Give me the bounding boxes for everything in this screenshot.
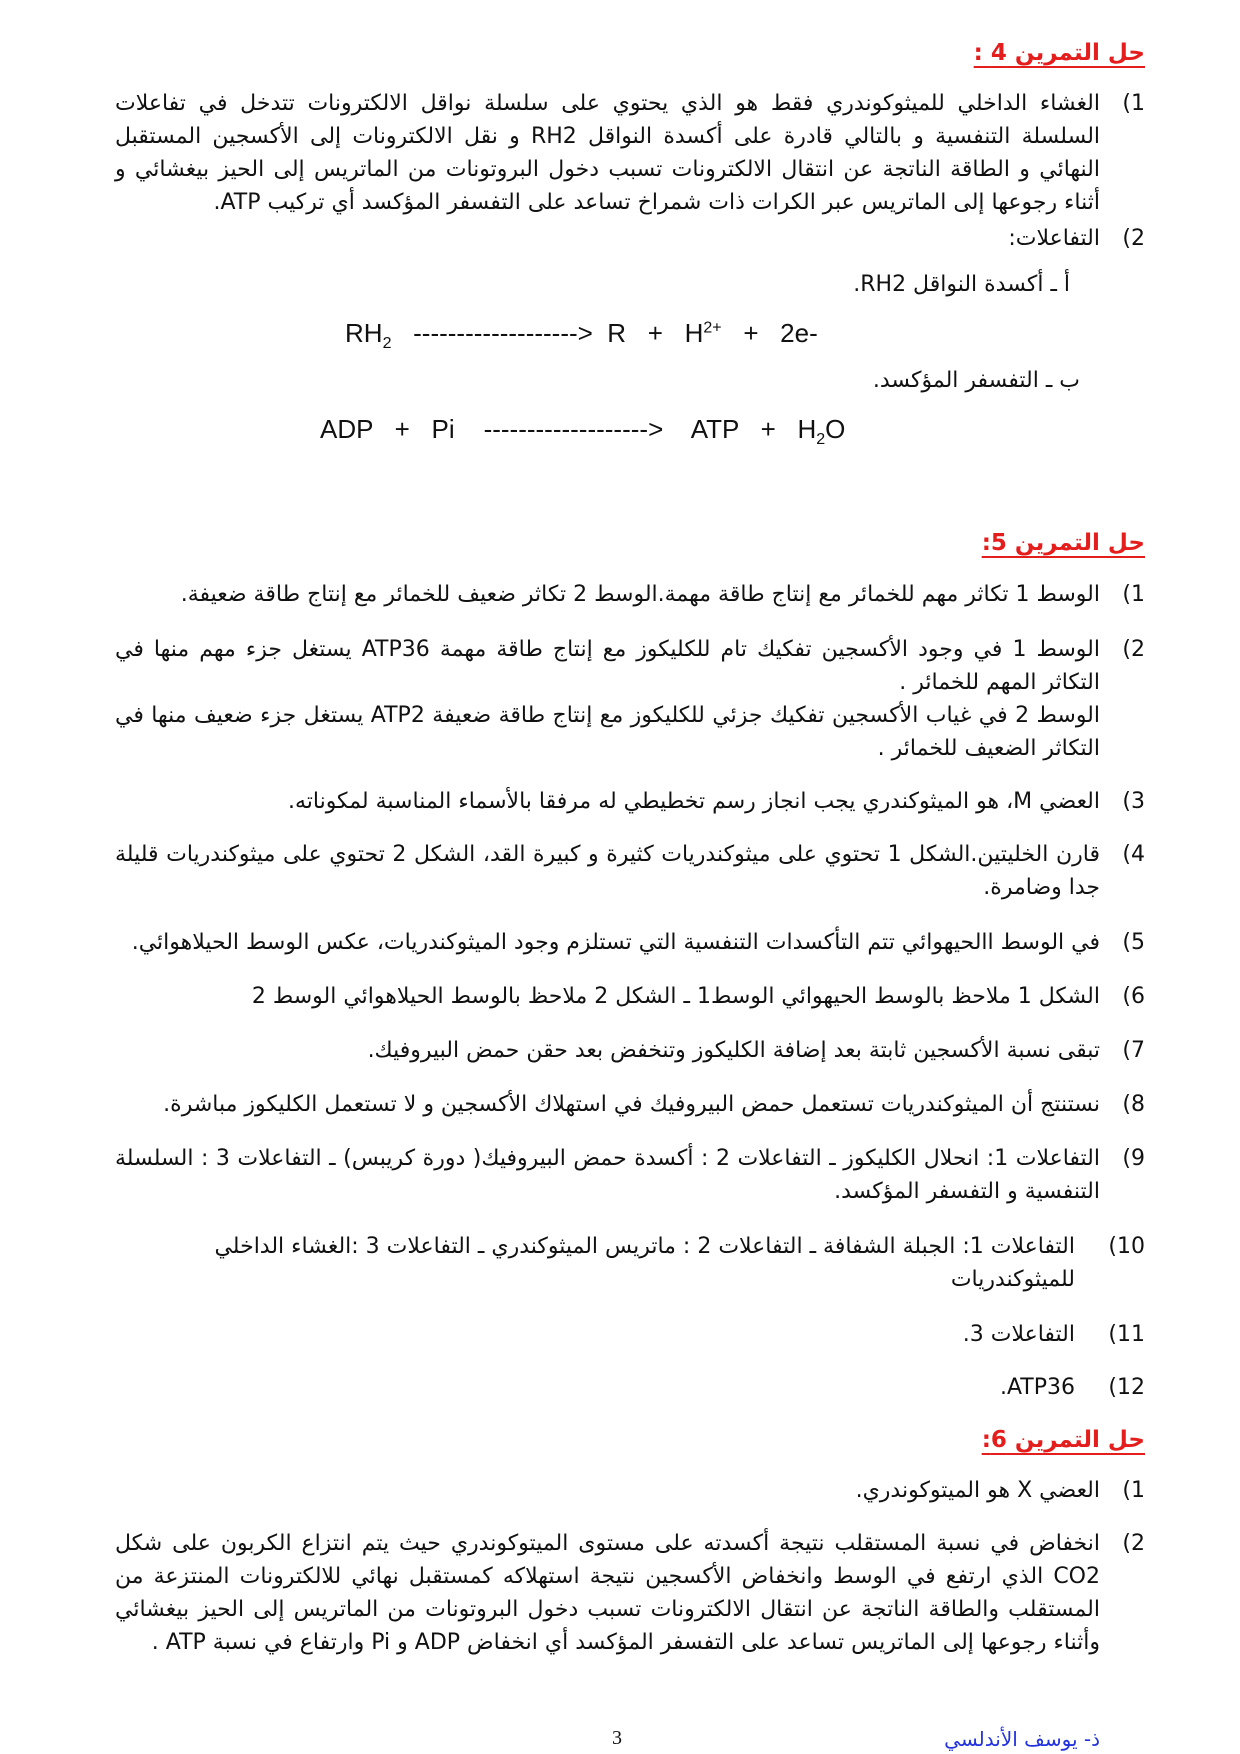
ex6-item-2 bbox=[115, 1527, 1145, 1659]
item-number: 1) bbox=[1122, 1478, 1145, 1503]
eq-term: RH bbox=[345, 318, 383, 348]
item-text: ATP36. bbox=[999, 1375, 1075, 1400]
eq-term: ATP bbox=[690, 414, 739, 444]
ex5-item-1 bbox=[115, 578, 1145, 611]
ex5-item-4 bbox=[115, 838, 1145, 904]
item-text: انخفاض في نسبة المستقلب نتيجة أكسدته على مستوى الميتوكوندري حيث يتم انتزاع الكربون على شكل CO2 الذي ارتفع في الوسط وانخفاض الأكسجين نتيجة استهلاكه كمستقبل نهائي للالكترونات المنتزعة من المستقلب والطاقة الناتجة عن انتقال الالكترونات تسبب دخول البروتونات من الماتريس إلى الحيز بيغشائي وأثناء رجوعها إلى الماتريس تساعد على التفسفر المؤكسد أي انخفاض ADP و Pi وارتفاع في نسبة ATP . bbox=[115, 1531, 1100, 1655]
item-text: العضي X هو الميتوكوندري. bbox=[855, 1478, 1100, 1503]
item-text: الوسط 1 تكاثر مهم للخمائر مع إنتاج طاقة مهمة.الوسط 2 تكاثر ضعيف للخمائر مع إنتاج طاقة ضعيفة. bbox=[180, 582, 1100, 607]
eq-plus: + bbox=[394, 414, 410, 444]
author-signature: ذ- يوسف الأندلسي bbox=[944, 1727, 1100, 1751]
item-number: 2) bbox=[1122, 226, 1145, 251]
eq-subscript: 2 bbox=[816, 431, 826, 449]
ex5-item-7 bbox=[115, 1034, 1145, 1067]
ex5-item-5 bbox=[115, 926, 1145, 959]
item-number: 6) bbox=[1122, 984, 1145, 1009]
ex5-item-2 bbox=[115, 633, 1145, 765]
item-text: الغشاء الداخلي للميثوكوندري فقط هو الذي يحتوي على سلسلة نواقل الالكترونات تتدخل في تفاعلات السلسلة التنفسية و بالتالي قادرة على أكسدة النواقل RH2 و نقل الالكترونات إلى الأكسجين المستقبل النهائي و الطاقة الناتجة عن انتقال الالكترونات تسبب دخول البروتونات من الماتريس إلى الحيز بيغشائي و أثناء رجوعها إلى الماتريس عبر الكرات ذات شمراخ تساعد على التفسفر المؤكسد أي تركيب ATP. bbox=[115, 91, 1101, 215]
item-text: تبقى نسبة الأكسجين ثابتة بعد إضافة الكليكوز وتنخفض بعد حقن حمض البيروفيك. bbox=[367, 1038, 1100, 1063]
ex5-item-6 bbox=[115, 980, 1145, 1013]
item-number: 9) bbox=[1122, 1146, 1145, 1171]
item-number: 7) bbox=[1122, 1038, 1145, 1063]
item-number: 11) bbox=[1108, 1322, 1145, 1347]
item-number: 8) bbox=[1122, 1092, 1145, 1117]
eq-term: 2e- bbox=[780, 318, 818, 348]
item-text: نستنتج أن الميثوكندريات تستعمل حمض البيروفيك في استهلاك الأكسجين و لا تستعمل الكليكوز مباشرة. bbox=[163, 1092, 1100, 1117]
exercise-4-heading: حل التمرين 4 : bbox=[973, 40, 1145, 66]
exercise-6-heading: حل التمرين 6: bbox=[981, 1427, 1145, 1453]
eq-term: H bbox=[797, 414, 817, 444]
item-number: 5) bbox=[1122, 930, 1145, 955]
item-number: 10) bbox=[1108, 1234, 1145, 1259]
item-text: قارن الخليتين.الشكل 1 تحتوي على ميثوكندريات كثيرة و كبيرة القد، الشكل 2 تحتوي على ميثوكندريات قليلة جدا وضامرة. bbox=[115, 842, 1100, 900]
ex6-item-1 bbox=[115, 1474, 1145, 1507]
ex5-item-3 bbox=[115, 785, 1145, 818]
ex5-item-11 bbox=[115, 1318, 1145, 1351]
eq-arrow: -------------------> bbox=[483, 414, 664, 444]
ex4-item-2 bbox=[115, 222, 1145, 255]
eq-plus: + bbox=[760, 414, 776, 444]
eq-superscript: 2+ bbox=[703, 319, 722, 337]
item-text: التفاعلات 3. bbox=[962, 1322, 1075, 1347]
item-number: 2) bbox=[1122, 1531, 1145, 1556]
item-text: الشكل 1 ملاحظ بالوسط الحيهوائي الوسط1 ـ الشكل 2 ملاحظ بالوسط الحيلاهوائي الوسط 2 bbox=[251, 984, 1100, 1009]
item-text: في الوسط االحيهوائي تتم التأكسدات التنفسية التي تستلزم وجود الميثوكندريات، عكس الوسط الحيلاهوائي. bbox=[131, 930, 1100, 955]
item-text: العضي M، هو الميثوكندري يجب انجاز رسم تخطيطي له مرفقا بالأسماء المناسبة لمكوناته. bbox=[287, 789, 1100, 814]
page-number: 3 bbox=[612, 1727, 622, 1749]
item-number: 1) bbox=[1122, 91, 1145, 116]
ex5-item-10 bbox=[145, 1230, 1145, 1296]
ex5-item-9 bbox=[115, 1142, 1145, 1208]
eq-term: Pi bbox=[431, 414, 455, 444]
eq-subscript: 2 bbox=[382, 335, 392, 353]
ex4-item-1 bbox=[115, 87, 1145, 219]
item-text: التفاعلات 1: انحلال الكليكوز ـ التفاعلات 2 : أكسدة حمض البيروفيك( دورة كريبس) ـ التفاعلات 3 : السلسلة التنفسية و التفسفر المؤكسد. bbox=[115, 1146, 1100, 1204]
item-number: 12) bbox=[1108, 1375, 1145, 1400]
ex5-item-8 bbox=[115, 1088, 1145, 1121]
item-text: الوسط 1 في وجود الأكسجين تفكيك تام للكليكوز مع إنتاج طاقة مهمة ATP36 يستغل جزء مهم منها في التكاثر المهم للخمائر . bbox=[115, 637, 1100, 695]
ex4-sub-a: أ ـ أكسدة النواقل RH2. bbox=[853, 272, 1070, 297]
equation-phosphorylation bbox=[320, 414, 845, 449]
eq-term: R bbox=[607, 318, 627, 348]
item-text-continued: الوسط 2 في غياب الأكسجين تفكيك جزئي للكليكوز مع إنتاج طاقة ضعيفة ATP2 يستغل جزء ضعيف منها في التكاثر الضعيف للخمائر . bbox=[115, 703, 1100, 761]
eq-plus: + bbox=[647, 318, 663, 348]
item-number: 2) bbox=[1122, 637, 1145, 662]
item-number: 1) bbox=[1122, 582, 1145, 607]
ex4-sub-b: ب ـ التفسفر المؤكسد. bbox=[872, 368, 1080, 393]
item-number: 3) bbox=[1122, 789, 1145, 814]
eq-term: O bbox=[825, 414, 846, 444]
item-text: التفاعلات: bbox=[1008, 226, 1100, 251]
eq-plus: + bbox=[743, 318, 759, 348]
equation-oxidation bbox=[345, 318, 818, 353]
item-text: التفاعلات 1: الجبلة الشفافة ـ التفاعلات 2 : ماتريس الميثوكندري ـ التفاعلات 3 :الغشاء الداخلي للميثوكندريات bbox=[214, 1234, 1075, 1292]
eq-term: H bbox=[684, 318, 704, 348]
exercise-5-heading: حل التمرين 5: bbox=[981, 530, 1145, 556]
ex5-item-12 bbox=[115, 1371, 1145, 1404]
eq-arrow: -------------------> bbox=[413, 318, 593, 348]
eq-term: ADP bbox=[320, 414, 373, 444]
item-number: 4) bbox=[1122, 842, 1145, 867]
